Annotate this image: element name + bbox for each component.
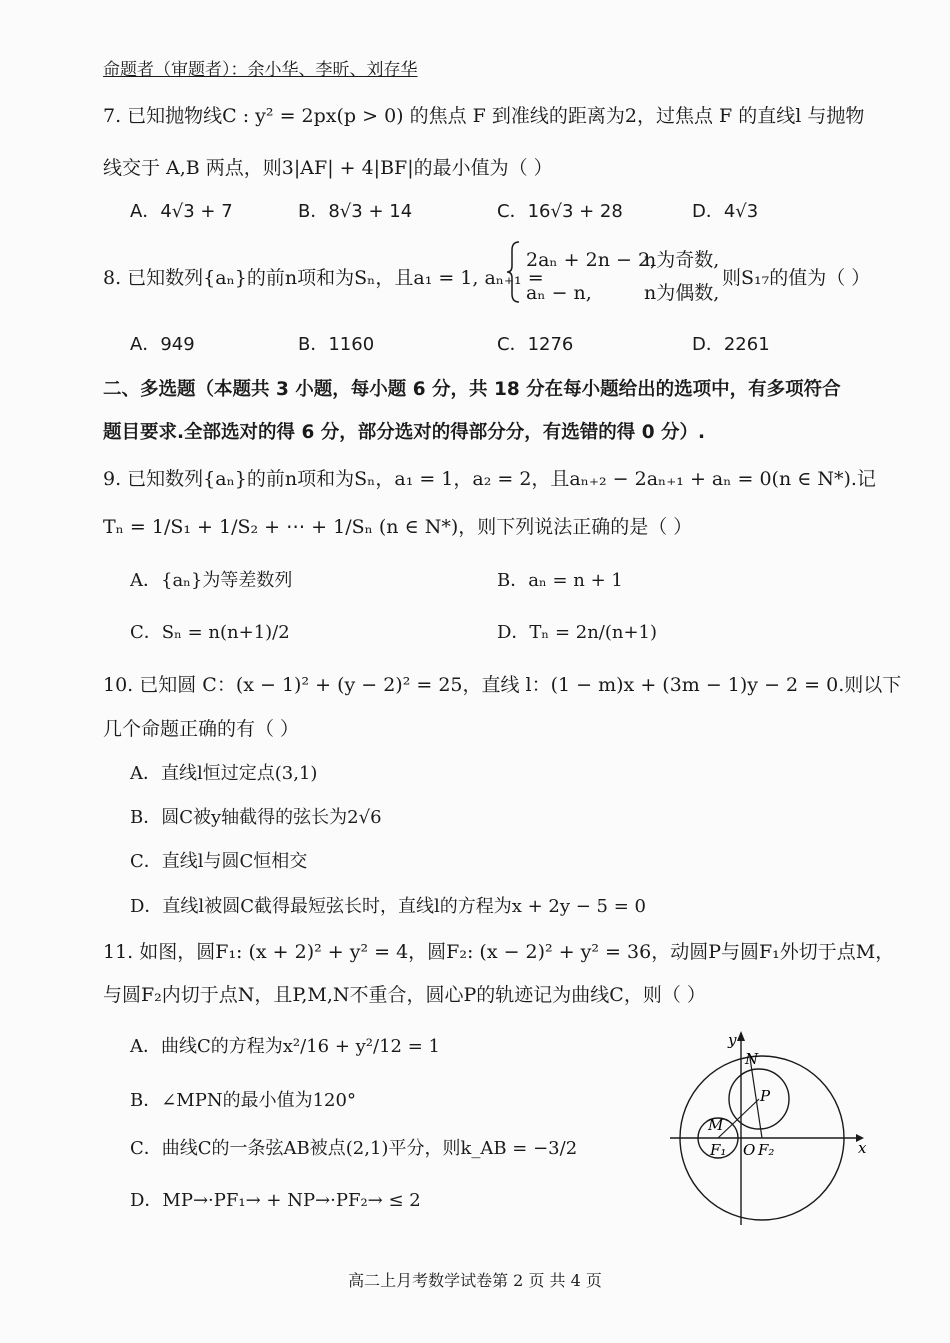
q9-option-a: A．{aₙ}为等差数列 bbox=[130, 570, 293, 591]
q8-case2-expr: aₙ − n, bbox=[526, 282, 592, 304]
q9-line1: 9. 已知数列{aₙ}的前n项和为Sₙ，a₁ = 1，a₂ = 2，且aₙ₊₂ − 2aₙ₊₁ + aₙ = 0(n ∈ N*).记 bbox=[103, 468, 876, 490]
q10-option-c: C．直线l与圆C恒相交 bbox=[130, 851, 308, 872]
q11-line1: 11. 如图，圆F₁: (x + 2)² + y² = 4，圆F₂: (x − 2)² + y² = 36，动圆P与圆F₁外切于点M， bbox=[103, 941, 895, 963]
q9-option-c: C．Sₙ = n(n+1)/2 bbox=[130, 622, 290, 643]
q7-option-b: B．8√3 + 14 bbox=[298, 201, 413, 222]
q10-line1: 10. 已知圆 C：(x − 1)² + (y − 2)² = 25，直线 l：(1 − m)x + (3m − 1)y − 2 = 0.则以下 bbox=[103, 674, 902, 696]
label-f2: F₂ bbox=[758, 1141, 775, 1159]
q11-option-d: D．MP→·PF₁→ + NP→·PF₂→ ≤ 2 bbox=[130, 1190, 421, 1211]
label-f1: F₁ bbox=[710, 1141, 727, 1159]
label-n: N bbox=[745, 1050, 759, 1068]
q8-option-b: B．1160 bbox=[298, 334, 375, 355]
q8-suffix: 则S₁₇的值为（ ） bbox=[722, 267, 871, 289]
q8-brace bbox=[505, 240, 521, 304]
q10-option-b: B．圆C被y轴截得的弦长为2√6 bbox=[130, 807, 382, 828]
q11-option-c: C．曲线C的一条弦AB被点(2,1)平分，则k_AB = −3/2 bbox=[130, 1138, 578, 1159]
q8-case1-cond: n为奇数, bbox=[644, 249, 720, 271]
q8-option-c: C．1276 bbox=[497, 334, 574, 355]
section2-line2: 题目要求.全部选对的得 6 分，部分选对的得部分分，有选错的得 0 分）. bbox=[103, 422, 706, 443]
label-m: M bbox=[708, 1116, 724, 1134]
q11-line2: 与圆F₂内切于点N，且P,M,N不重合，圆心P的轨迹记为曲线C，则（ ） bbox=[103, 984, 706, 1006]
author-line: 命题者（审题者）：余小华、李昕、刘存华 bbox=[103, 60, 418, 80]
y-axis-arrow-icon bbox=[737, 1031, 745, 1041]
q10-option-a: A．直线l恒过定点(3,1) bbox=[130, 763, 318, 784]
q8-case2-cond: n为偶数, bbox=[644, 282, 720, 304]
q11-figure bbox=[660, 1025, 880, 1230]
q10-line2: 几个命题正确的有（ ） bbox=[103, 718, 300, 740]
q9-line2: Tₙ = 1/S₁ + 1/S₂ + ⋯ + 1/Sₙ (n ∈ N*)，则下列说法正确的是（ ） bbox=[103, 516, 693, 538]
q8-option-a: A．949 bbox=[130, 334, 195, 355]
label-y: y bbox=[728, 1031, 737, 1049]
label-p: P bbox=[760, 1087, 771, 1105]
q7-line2: 线交于 A,B 两点，则3|AF| + 4|BF|的最小值为（ ） bbox=[103, 157, 553, 179]
page-footer: 高二上月考数学试卷第 2 页 共 4 页 bbox=[348, 1271, 602, 1290]
q11-option-a: A．曲线C的方程为x²/16 + y²/12 = 1 bbox=[130, 1036, 440, 1057]
q8-prefix: 8. 已知数列{aₙ}的前n项和为Sₙ，且a₁ = 1, aₙ₊₁ = bbox=[103, 267, 544, 289]
q8-option-d: D．2261 bbox=[692, 334, 770, 355]
q10-option-d: D．直线l被圆C截得最短弦长时，直线l的方程为x + 2y − 5 = 0 bbox=[130, 896, 646, 917]
q9-option-d: D．Tₙ = 2n/(n+1) bbox=[497, 622, 658, 643]
q7-option-a: A．4√3 + 7 bbox=[130, 201, 233, 222]
q8-case1-expr: 2aₙ + 2n − 2, bbox=[526, 249, 657, 271]
q7-option-d: D．4√3 bbox=[692, 201, 759, 222]
section2-line1: 二、多选题（本题共 3 小题，每小题 6 分，共 18 分在每小题给出的选项中，有多项符合 bbox=[103, 379, 841, 400]
q7-option-c: C．16√3 + 28 bbox=[497, 201, 623, 222]
label-x: x bbox=[858, 1139, 867, 1157]
q11-option-b: B．∠MPN的最小值为120° bbox=[130, 1090, 356, 1111]
q7-line1: 7. 已知抛物线C : y² = 2px(p > 0) 的焦点 F 到准线的距离为2，过焦点 F 的直线l 与抛物 bbox=[103, 105, 865, 127]
label-o: O bbox=[743, 1141, 756, 1159]
q9-option-b: B．aₙ = n + 1 bbox=[497, 570, 623, 591]
